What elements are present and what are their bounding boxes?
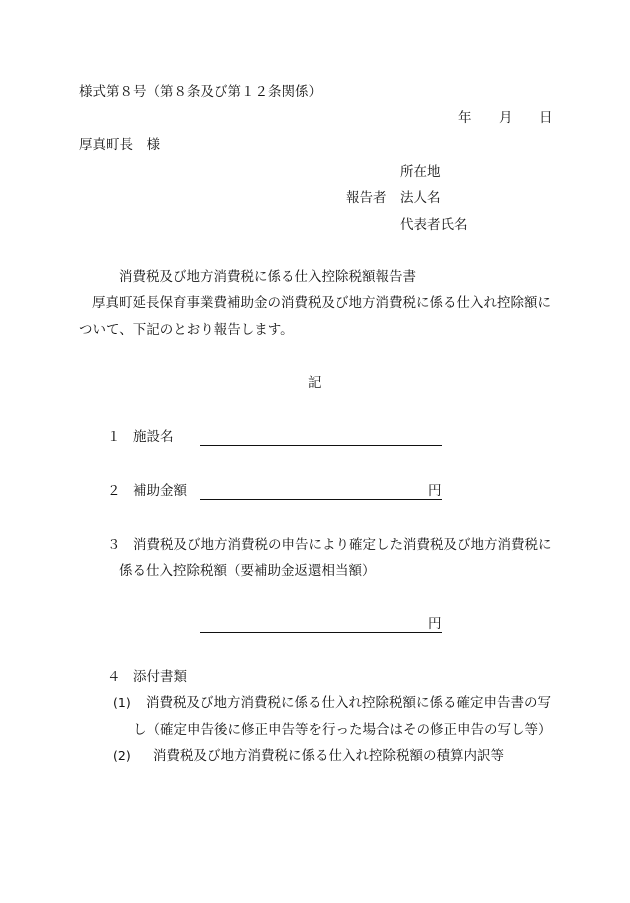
date-day-label: 日 — [539, 110, 553, 126]
address-label: 所在地 — [400, 164, 441, 180]
subsidy-amount-unit: 円 — [428, 483, 442, 499]
item-4-number: ４ — [107, 669, 121, 685]
item-4-label: 添付書類 — [133, 669, 187, 685]
corporation-name-label: 法人名 — [400, 190, 441, 206]
item-2-label: 補助金額 — [133, 483, 187, 499]
facility-name-field[interactable] — [200, 445, 442, 446]
representative-name-label: 代表者氏名 — [400, 217, 468, 233]
document-title: 消費税及び地方消費税に係る仕入控除税額報告書 — [119, 269, 416, 285]
addressee: 厚真町長 様 — [79, 137, 160, 153]
item-2-number: ２ — [107, 483, 121, 499]
ki-heading: 記 — [308, 375, 322, 391]
item-1-number: １ — [107, 429, 121, 445]
item-1-label: 施設名 — [133, 429, 174, 445]
date-month-label: 月 — [499, 110, 513, 126]
item-3-number: ３ — [107, 537, 121, 553]
item-3-line-1: 消費税及び地方消費税の申告により確定した消費税及び地方消費税に — [133, 537, 552, 553]
deduction-amount-field[interactable] — [200, 632, 442, 633]
attachment-1-line-1: 消費税及び地方消費税に係る仕入れ控除税額に係る確定申告書の写 — [146, 695, 551, 711]
item-3-line-2: 係る仕入控除税額（要補助金返還相当額） — [119, 563, 376, 579]
attachment-1-line-2: し（確定申告後に修正申告等を行った場合はその修正申告の写し等） — [133, 722, 552, 738]
form-number: 様式第８号（第８条及び第１２条関係） — [79, 84, 322, 100]
date-year-label: 年 — [458, 110, 472, 126]
attachment-1-number: (1) — [113, 695, 131, 710]
reporter-label: 報告者 — [346, 190, 387, 206]
deduction-amount-unit: 円 — [428, 616, 442, 632]
attachment-2-number: (2) — [113, 748, 131, 763]
attachment-2-line-1: 消費税及び地方消費税に係る仕入れ控除税額の積算内訳等 — [153, 748, 504, 764]
subsidy-amount-field[interactable] — [200, 499, 442, 500]
intro-line-2: ついて、下記のとおり報告します。 — [79, 322, 294, 338]
intro-line-1: 厚真町延長保育事業費補助金の消費税及び地方消費税に係る仕入れ控除額に — [92, 295, 551, 311]
